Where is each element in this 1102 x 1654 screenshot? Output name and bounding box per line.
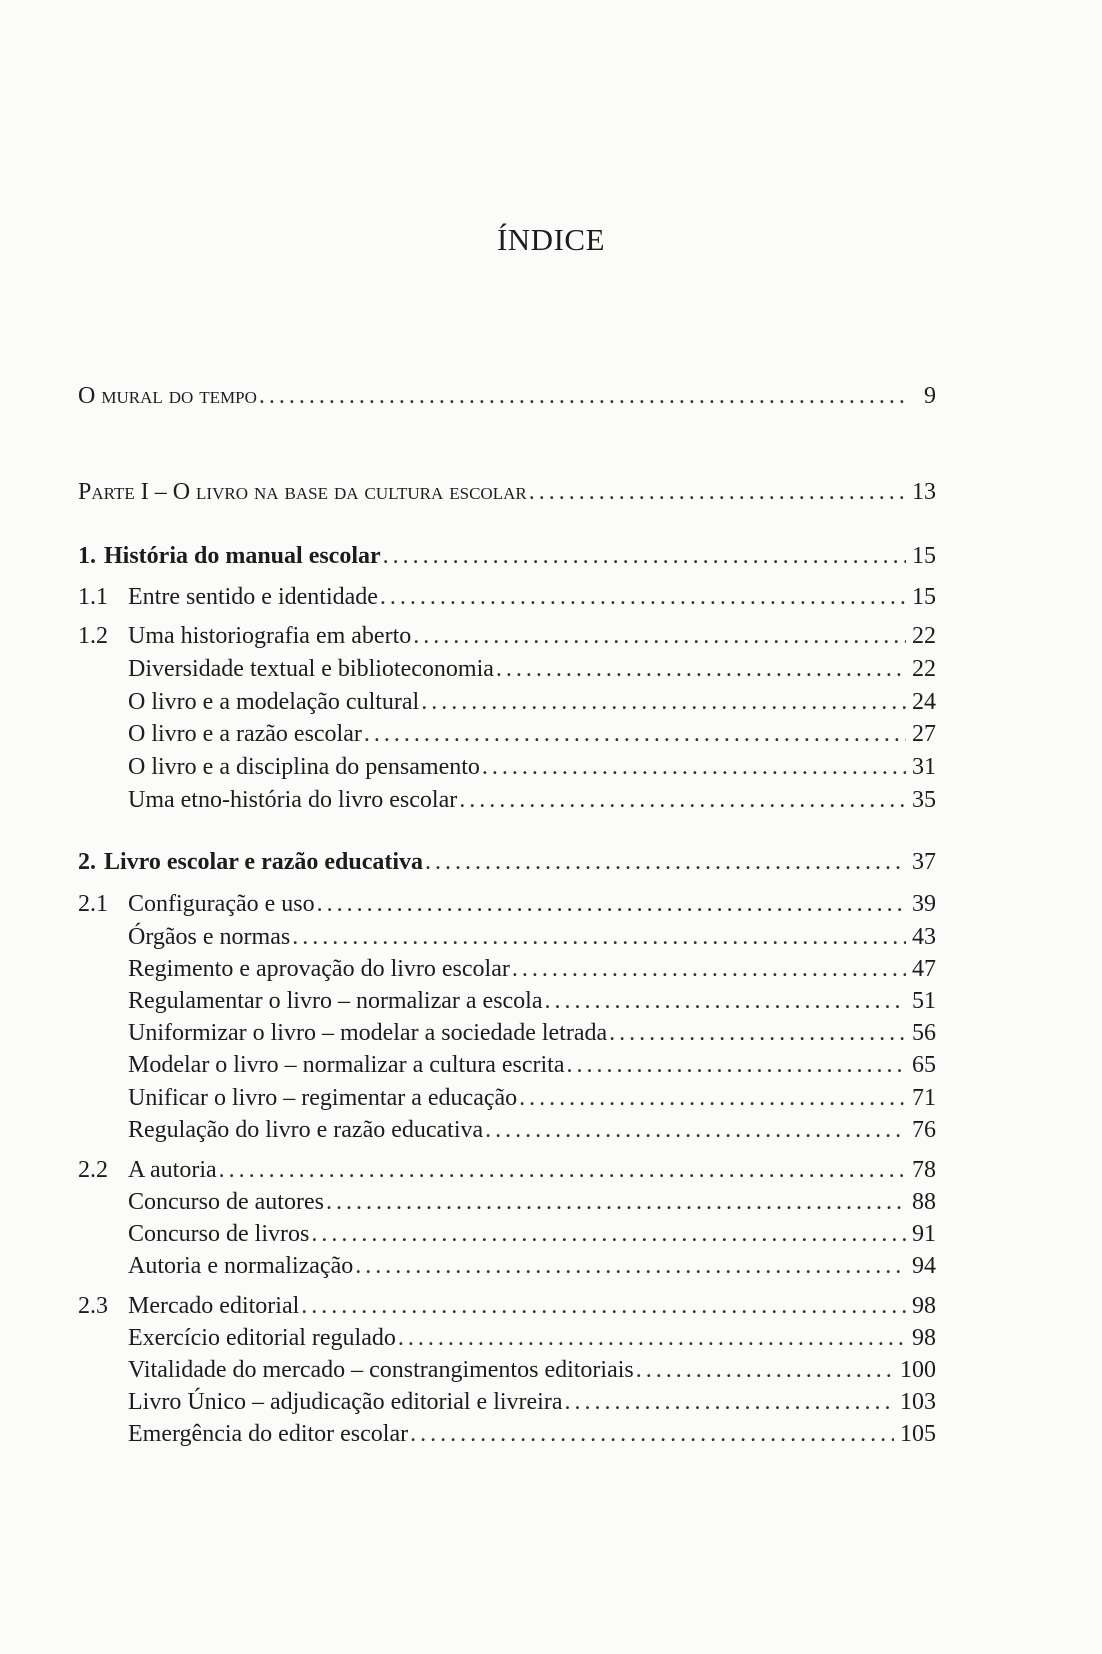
toc-entry <box>0 1322 936 1354</box>
dot-leader <box>425 846 906 878</box>
toc-entry-page: 78 <box>912 1157 936 1183</box>
toc-entry-label: Diversidade textual e biblioteconomia <box>128 656 494 682</box>
toc-entry-label: Regimento e aprovação do livro escolar <box>128 956 510 982</box>
toc-entry-page: 9 <box>924 383 936 409</box>
toc-entry-label: Concurso de livros <box>128 1221 310 1247</box>
toc-entry-page: 15 <box>912 543 936 569</box>
dot-leader <box>410 1418 894 1450</box>
toc-entry-page: 22 <box>912 623 936 649</box>
toc-entry <box>0 1017 936 1049</box>
toc-entry-page: 65 <box>912 1052 936 1078</box>
toc-entry <box>0 921 936 953</box>
toc-entry <box>0 1154 936 1186</box>
dot-leader <box>219 1154 905 1186</box>
toc-entry <box>0 581 936 613</box>
toc-entry <box>0 380 936 412</box>
toc-entry-label: Emergência do editor escolar <box>128 1421 409 1447</box>
toc-entry-label: O livro e a razão escolar <box>128 721 362 747</box>
toc-entry <box>0 1218 936 1250</box>
dot-leader <box>326 1186 906 1218</box>
toc-entry <box>0 1386 936 1418</box>
toc-entry-label: Regulamentar o livro – normalizar a escola <box>128 988 543 1014</box>
dot-leader <box>398 1322 906 1354</box>
toc-entry <box>0 540 936 572</box>
toc-entry-page: 51 <box>912 988 936 1014</box>
toc-entry-page: 43 <box>912 924 936 950</box>
dot-leader <box>301 1290 906 1322</box>
toc-entry-label: Vitalidade do mercado – constrangimentos editoriais <box>128 1357 634 1383</box>
dot-leader <box>380 581 906 613</box>
toc-entry-label: Uniformizar o livro – modelar a sociedade letrada <box>128 1020 608 1046</box>
toc-entry-page: 39 <box>912 891 936 917</box>
dot-leader <box>512 953 906 985</box>
toc-entry-label: A autoria <box>128 1157 217 1183</box>
toc-entry-number: 2.1 <box>78 891 108 917</box>
toc-entry <box>0 985 936 1017</box>
toc-entry <box>0 846 936 878</box>
toc-entry-label: Parte I – O livro na base da cultura escolar <box>78 479 527 505</box>
dot-leader <box>383 540 906 572</box>
toc-entry-label: História do manual escolar <box>104 543 381 569</box>
toc-entry <box>0 1186 936 1218</box>
toc-entry-number: 2.3 <box>78 1293 108 1319</box>
toc-entry <box>0 1114 936 1146</box>
toc-entry <box>0 718 936 750</box>
toc-entry-label: Modelar o livro – normalizar a cultura escrita <box>128 1052 565 1078</box>
dot-leader <box>567 1049 907 1081</box>
page-title: ÍNDICE <box>496 222 606 257</box>
dot-leader <box>609 1017 906 1049</box>
toc-entry-page: 35 <box>912 787 936 813</box>
toc-entry-page: 31 <box>912 754 936 780</box>
dot-leader <box>545 985 906 1017</box>
toc-entry <box>0 1250 936 1282</box>
toc-entry-page: 15 <box>912 584 936 610</box>
dot-leader <box>564 1386 894 1418</box>
toc-entry-page: 24 <box>912 689 936 715</box>
toc-entry <box>0 888 936 920</box>
toc-entry <box>0 751 936 783</box>
toc-entry-page: 103 <box>900 1389 936 1415</box>
toc-entry-page: 71 <box>912 1085 936 1111</box>
dot-leader <box>421 686 906 718</box>
toc-entry-number: 2.2 <box>78 1157 108 1183</box>
toc-entry-number: 1. <box>78 543 96 569</box>
toc-entry <box>0 953 936 985</box>
toc-entry-page: 105 <box>900 1421 936 1447</box>
dot-leader <box>413 620 906 652</box>
toc-entry <box>0 620 936 652</box>
toc-entry <box>0 1082 936 1114</box>
toc-entry-number: 1.1 <box>78 584 108 610</box>
toc-entry-page: 98 <box>912 1325 936 1351</box>
dot-leader <box>482 751 906 783</box>
toc-entry-page: 88 <box>912 1189 936 1215</box>
toc-entry-label: Exercício editorial regulado <box>128 1325 396 1351</box>
toc-entry-page: 76 <box>912 1117 936 1143</box>
toc-entry-label: Mercado editorial <box>128 1293 300 1319</box>
dot-leader <box>364 718 906 750</box>
dot-leader <box>636 1354 894 1386</box>
toc-entry <box>0 1049 936 1081</box>
dot-leader <box>529 476 906 508</box>
toc-entry-label: O livro e a modelação cultural <box>128 689 420 715</box>
dot-leader <box>355 1250 906 1282</box>
toc-entry-label: Entre sentido e identidade <box>128 584 378 610</box>
toc-entry-label: Unificar o livro – regimentar a educação <box>128 1085 518 1111</box>
toc-entry <box>0 653 936 685</box>
dot-leader <box>496 653 906 685</box>
toc-entry <box>0 1290 936 1322</box>
toc-entry-page: 47 <box>912 956 936 982</box>
toc-entry-page: 91 <box>912 1221 936 1247</box>
toc-entry-label: O livro e a disciplina do pensamento <box>128 754 480 780</box>
toc-entry-page: 56 <box>912 1020 936 1046</box>
toc-entry-label: Regulação do livro e razão educativa <box>128 1117 484 1143</box>
toc-entry-page: 98 <box>912 1293 936 1319</box>
toc-entry <box>0 1354 936 1386</box>
toc-entry-page: 27 <box>912 721 936 747</box>
toc-entry-label: Configuração e uso <box>128 891 315 917</box>
dot-leader <box>485 1114 906 1146</box>
toc-entry-label: Uma historiografia em aberto <box>128 623 412 649</box>
toc-entry-label: Livro escolar e razão educativa <box>104 849 424 875</box>
dot-leader <box>311 1218 906 1250</box>
dot-leader <box>292 921 906 953</box>
toc-entry <box>0 1418 936 1450</box>
toc-entry-page: 94 <box>912 1253 936 1279</box>
toc-entry-label: O mural do tempo <box>78 383 257 409</box>
toc-entry <box>0 476 936 508</box>
toc-entry-page: 22 <box>912 656 936 682</box>
toc-entry-label: Autoria e normalização <box>128 1253 354 1279</box>
toc-entry <box>0 784 936 816</box>
toc-entry-label: Livro Único – adjudicação editorial e livreira <box>128 1389 563 1415</box>
toc-entry-page: 100 <box>900 1357 936 1383</box>
toc-entry-label: Órgãos e normas <box>128 924 291 950</box>
toc-entry-label: Concurso de autores <box>128 1189 324 1215</box>
toc-entry-page: 13 <box>912 479 936 505</box>
dot-leader <box>519 1082 906 1114</box>
toc-entry <box>0 686 936 718</box>
dot-leader <box>259 380 906 412</box>
toc-entry-number: 1.2 <box>78 623 108 649</box>
toc-entry-page: 37 <box>912 849 936 875</box>
toc-entry-label: Uma etno-história do livro escolar <box>128 787 458 813</box>
toc-entry-number: 2. <box>78 849 96 875</box>
dot-leader <box>317 888 906 920</box>
dot-leader <box>459 784 906 816</box>
